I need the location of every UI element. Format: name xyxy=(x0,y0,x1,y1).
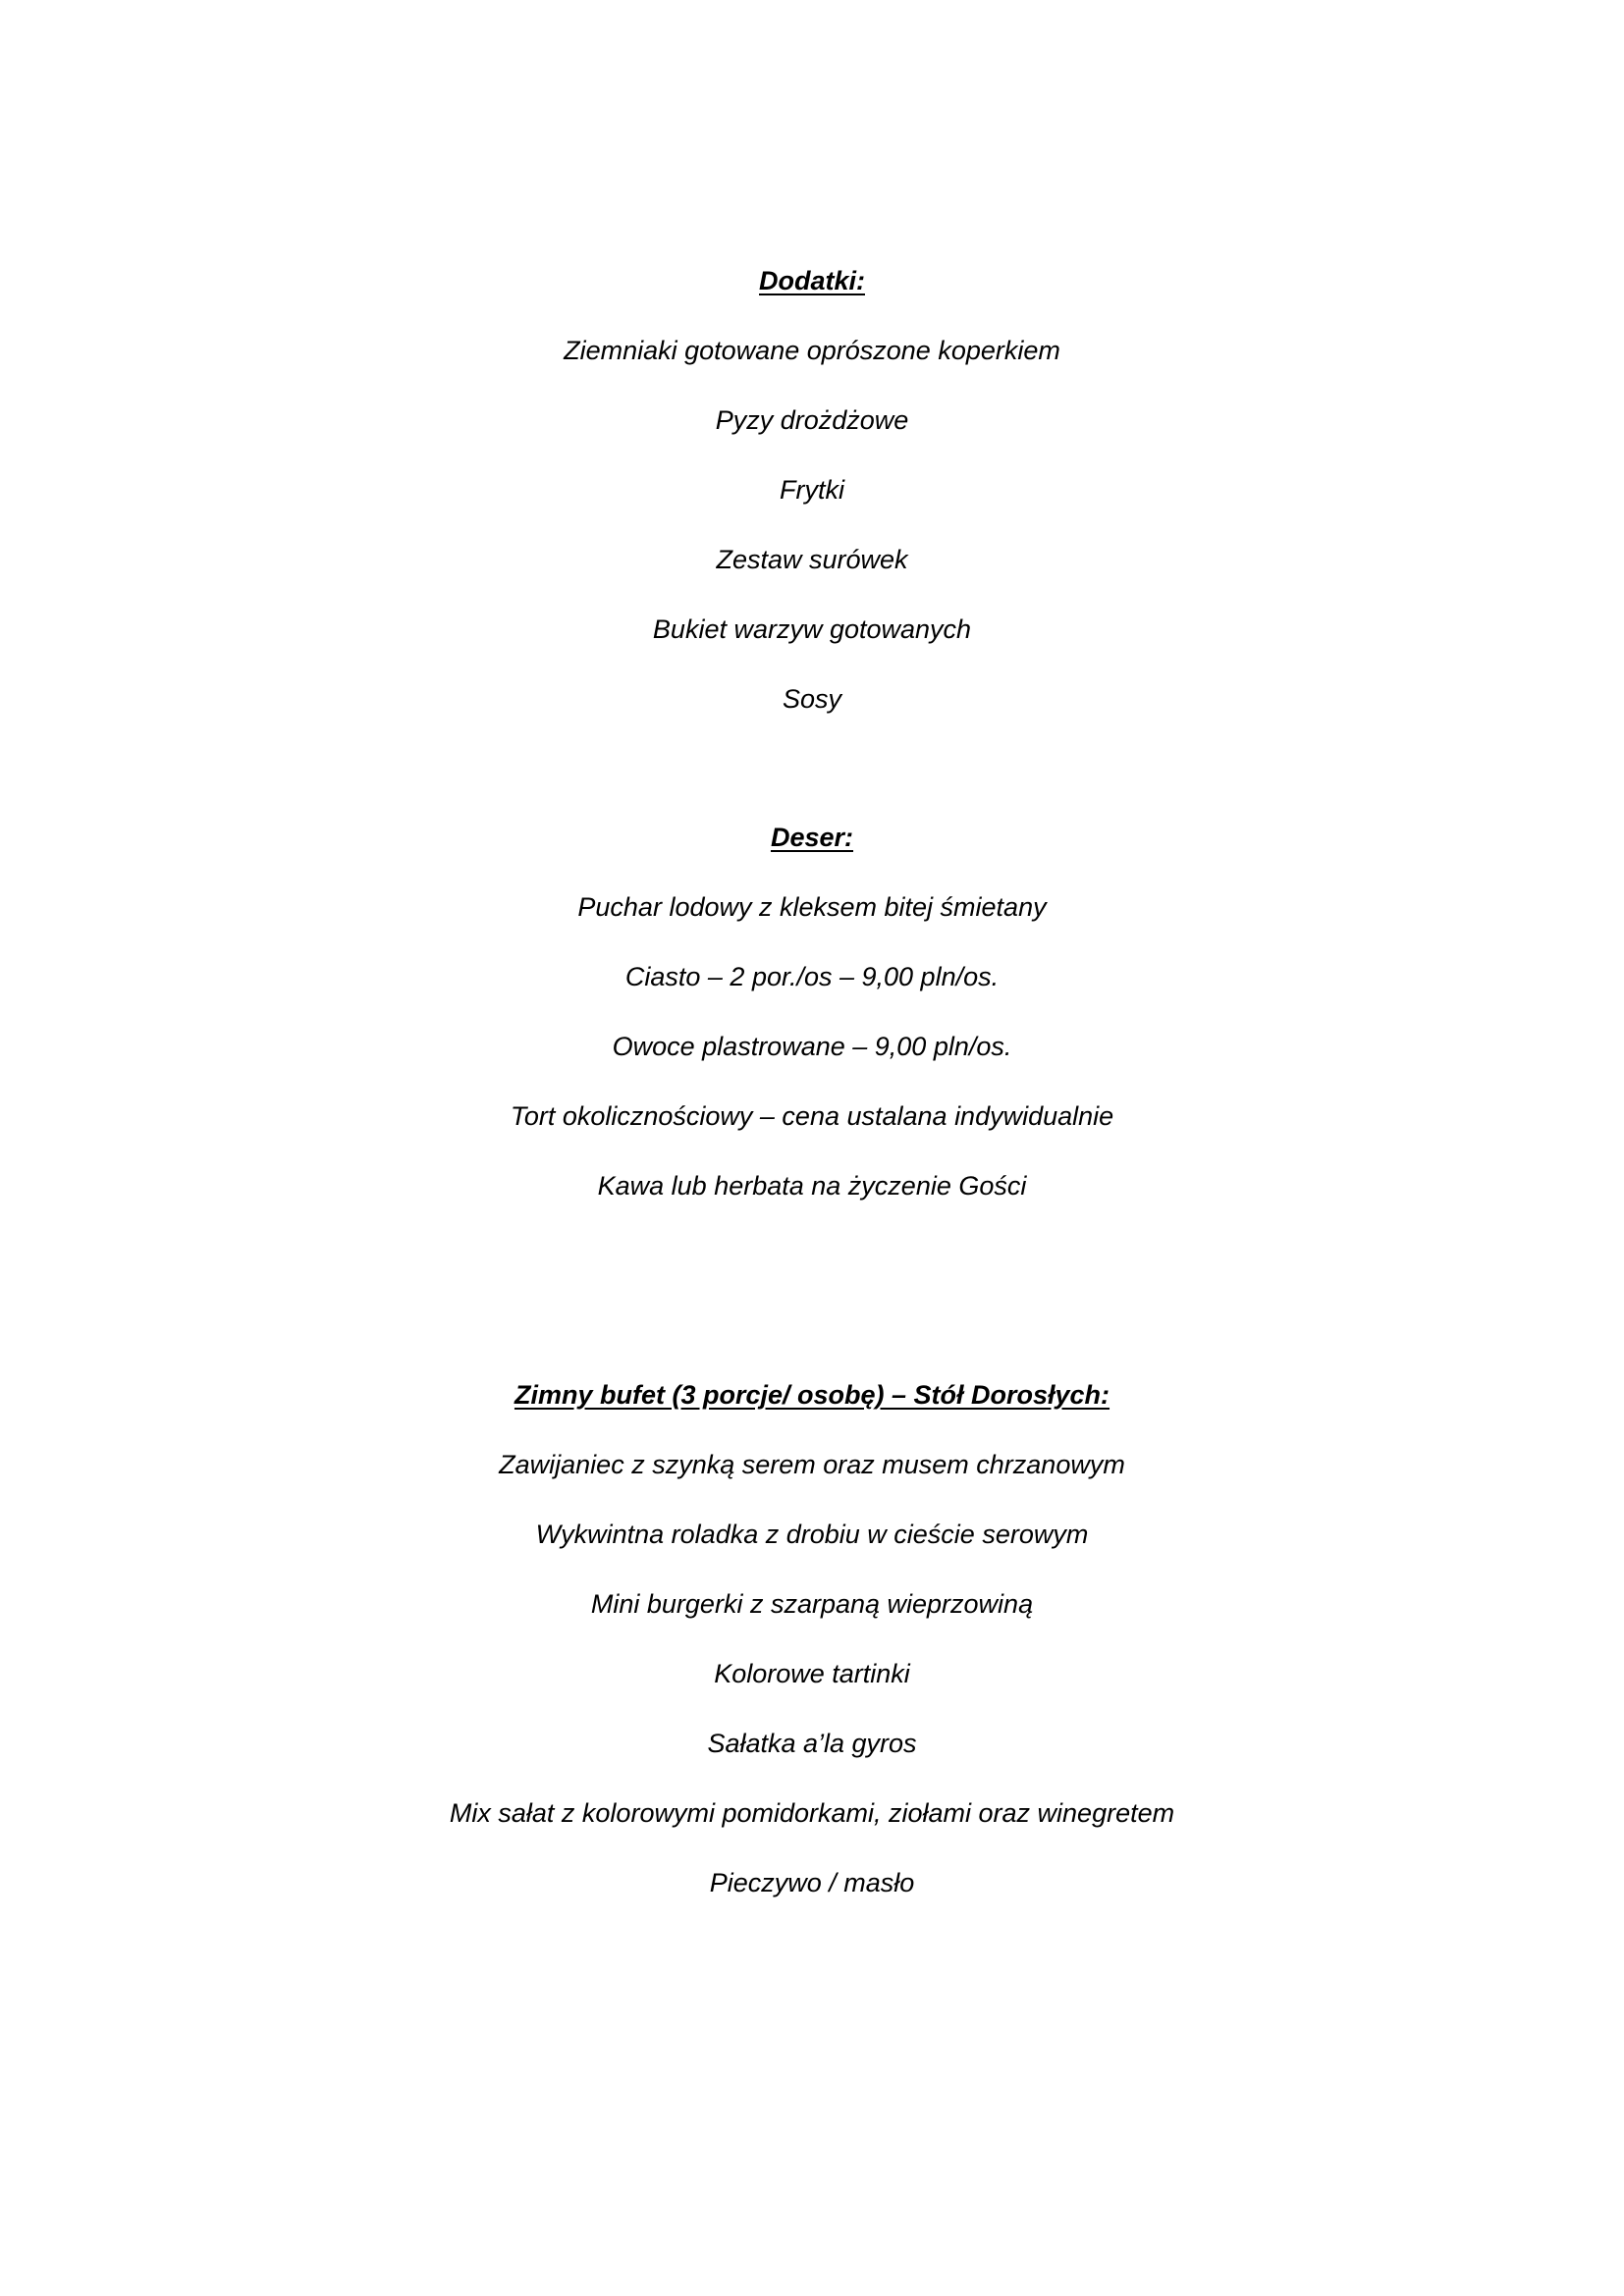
section-heading-deser: Deser: xyxy=(770,823,854,852)
menu-item: Wykwintna roladka z drobiu w cieście serowym xyxy=(535,1520,1089,1549)
menu-item: Sosy xyxy=(782,684,842,714)
menu-item: Ziemniaki gotowane oprószone koperkiem xyxy=(564,336,1060,365)
menu-item: Puchar lodowy z kleksem bitej śmietany xyxy=(577,892,1047,922)
menu-item: Mini burgerki z szarpaną wieprzowiną xyxy=(590,1589,1034,1619)
menu-item: Mix sałat z kolorowymi pomidorkami, ziołami oraz winegretem xyxy=(449,1798,1175,1828)
menu-item: Kawa lub herbata na życzenie Gości xyxy=(597,1171,1027,1201)
menu-item: Pieczywo / masło xyxy=(709,1868,915,1897)
menu-item: Ciasto – 2 por./os – 9,00 pln/os. xyxy=(624,962,1000,991)
menu-item: Zawijaniec z szynką serem oraz musem chrzanowym xyxy=(499,1450,1125,1479)
menu-item: Bukiet warzyw gotowanych xyxy=(652,614,972,644)
menu-item: Sałatka a’la gyros xyxy=(707,1729,917,1758)
menu-item: Tort okolicznościowy – cena ustalana indywidualnie xyxy=(510,1101,1114,1131)
menu-item: Owoce plastrowane – 9,00 pln/os. xyxy=(612,1032,1012,1061)
menu-item: Zestaw surówek xyxy=(716,545,908,574)
section-heading-zimny-bufet: Zimny bufet (3 porcje/ osobę) – Stół Dorosłych: xyxy=(514,1380,1110,1410)
menu-item: Frytki xyxy=(780,475,844,505)
menu-item: Pyzy drożdżowe xyxy=(715,405,909,435)
section-heading-dodatki: Dodatki: xyxy=(759,266,865,295)
menu-item: Kolorowe tartinki xyxy=(714,1659,910,1688)
